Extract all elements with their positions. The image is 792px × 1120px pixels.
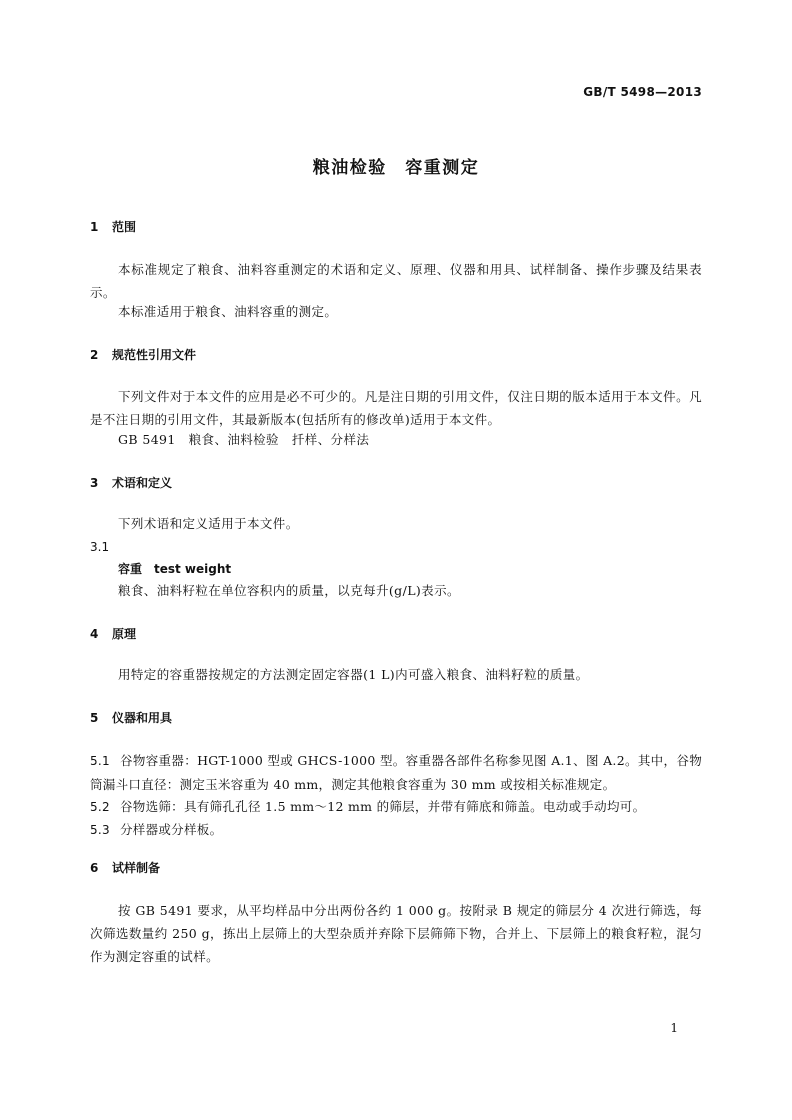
normative-reference: GB 5491 粮食、油料检验 扦样、分样法	[118, 432, 370, 447]
document-title: 粮油检验 容重测定	[312, 158, 480, 178]
clause-text: 谷物选筛：具有筛孔孔径 1.5 mm～12 mm 的筛层，并带有筛底和筛盖。电动或手动均可。	[119, 799, 646, 814]
section-title: 规范性引用文件	[112, 348, 197, 362]
section-number: 4	[90, 627, 99, 641]
section-6-paragraph-1: 按 GB 5491 要求，从平均样品中分出两份各约 1 000 g。按附录 B 规定的筛层分 4 次进行筛选，每次筛选数量约 250 g，拣出上层筛上的大型杂质并弃除下层筛筛下物，合并上、下层筛上的粮食籽粒，混匀作为测定容重的试样。	[90, 903, 702, 964]
section-number: 6	[90, 861, 99, 875]
section-5-heading	[90, 711, 172, 725]
term-number: 3.1	[90, 540, 110, 554]
section-number: 2	[90, 348, 99, 362]
section-1-heading	[90, 220, 136, 234]
term-definition: 粮食、油料籽粒在单位容积内的质量，以克每升(g/L)表示。	[118, 583, 460, 598]
page-number: 1	[670, 1021, 678, 1035]
clause-text: 谷物容重器：HGT-1000 型或 GHCS-1000 型。容重器各部件名称参见图 A.1、图 A.2。其中，谷物筒漏斗口直径：测定玉米容重为 40 mm，测定其他粮食容重为 30 mm 或按相关标准规定。	[90, 753, 702, 792]
section-number: 3	[90, 476, 99, 490]
clause-number: 5.3	[90, 823, 110, 837]
section-title: 原理	[112, 627, 137, 641]
clause-number: 5.2	[90, 800, 110, 814]
section-6-heading	[90, 861, 160, 875]
section-2-paragraph-1: 下列文件对于本文件的应用是必不可少的。凡是注日期的引用文件，仅注日期的版本适用于本文件。凡是不注日期的引用文件，其最新版本(包括所有的修改单)适用于本文件。	[90, 389, 702, 427]
standard-code: GB/T 5498—2013	[583, 85, 702, 99]
clause-5-1	[90, 749, 702, 796]
section-1-paragraph-2: 本标准适用于粮食、油料容重的测定。	[118, 304, 338, 319]
section-4-paragraph-1: 用特定的容重器按规定的方法测定固定容器(1 L)内可盛入粮食、油料籽粒的质量。	[118, 667, 589, 682]
section-number: 5	[90, 711, 99, 725]
section-3-heading	[90, 476, 172, 490]
clause-text: 分样器或分样板。	[119, 822, 223, 837]
section-2-heading	[90, 348, 196, 362]
clause-number: 5.1	[90, 754, 110, 768]
section-title: 仪器和用具	[112, 711, 173, 725]
section-4-heading	[90, 627, 136, 641]
term-name: 容重 test weight	[118, 562, 232, 576]
section-title: 试样制备	[112, 861, 161, 875]
section-1-paragraph-1: 本标准规定了粮食、油料容重测定的术语和定义、原理、仪器和用具、试样制备、操作步骤及结果表示。	[90, 262, 702, 300]
section-title: 术语和定义	[112, 476, 173, 490]
section-title: 范围	[112, 220, 137, 234]
clause-5-2	[90, 795, 702, 819]
section-number: 1	[90, 220, 99, 234]
section-3-paragraph-1: 下列术语和定义适用于本文件。	[118, 516, 299, 531]
clause-5-3	[90, 818, 702, 842]
